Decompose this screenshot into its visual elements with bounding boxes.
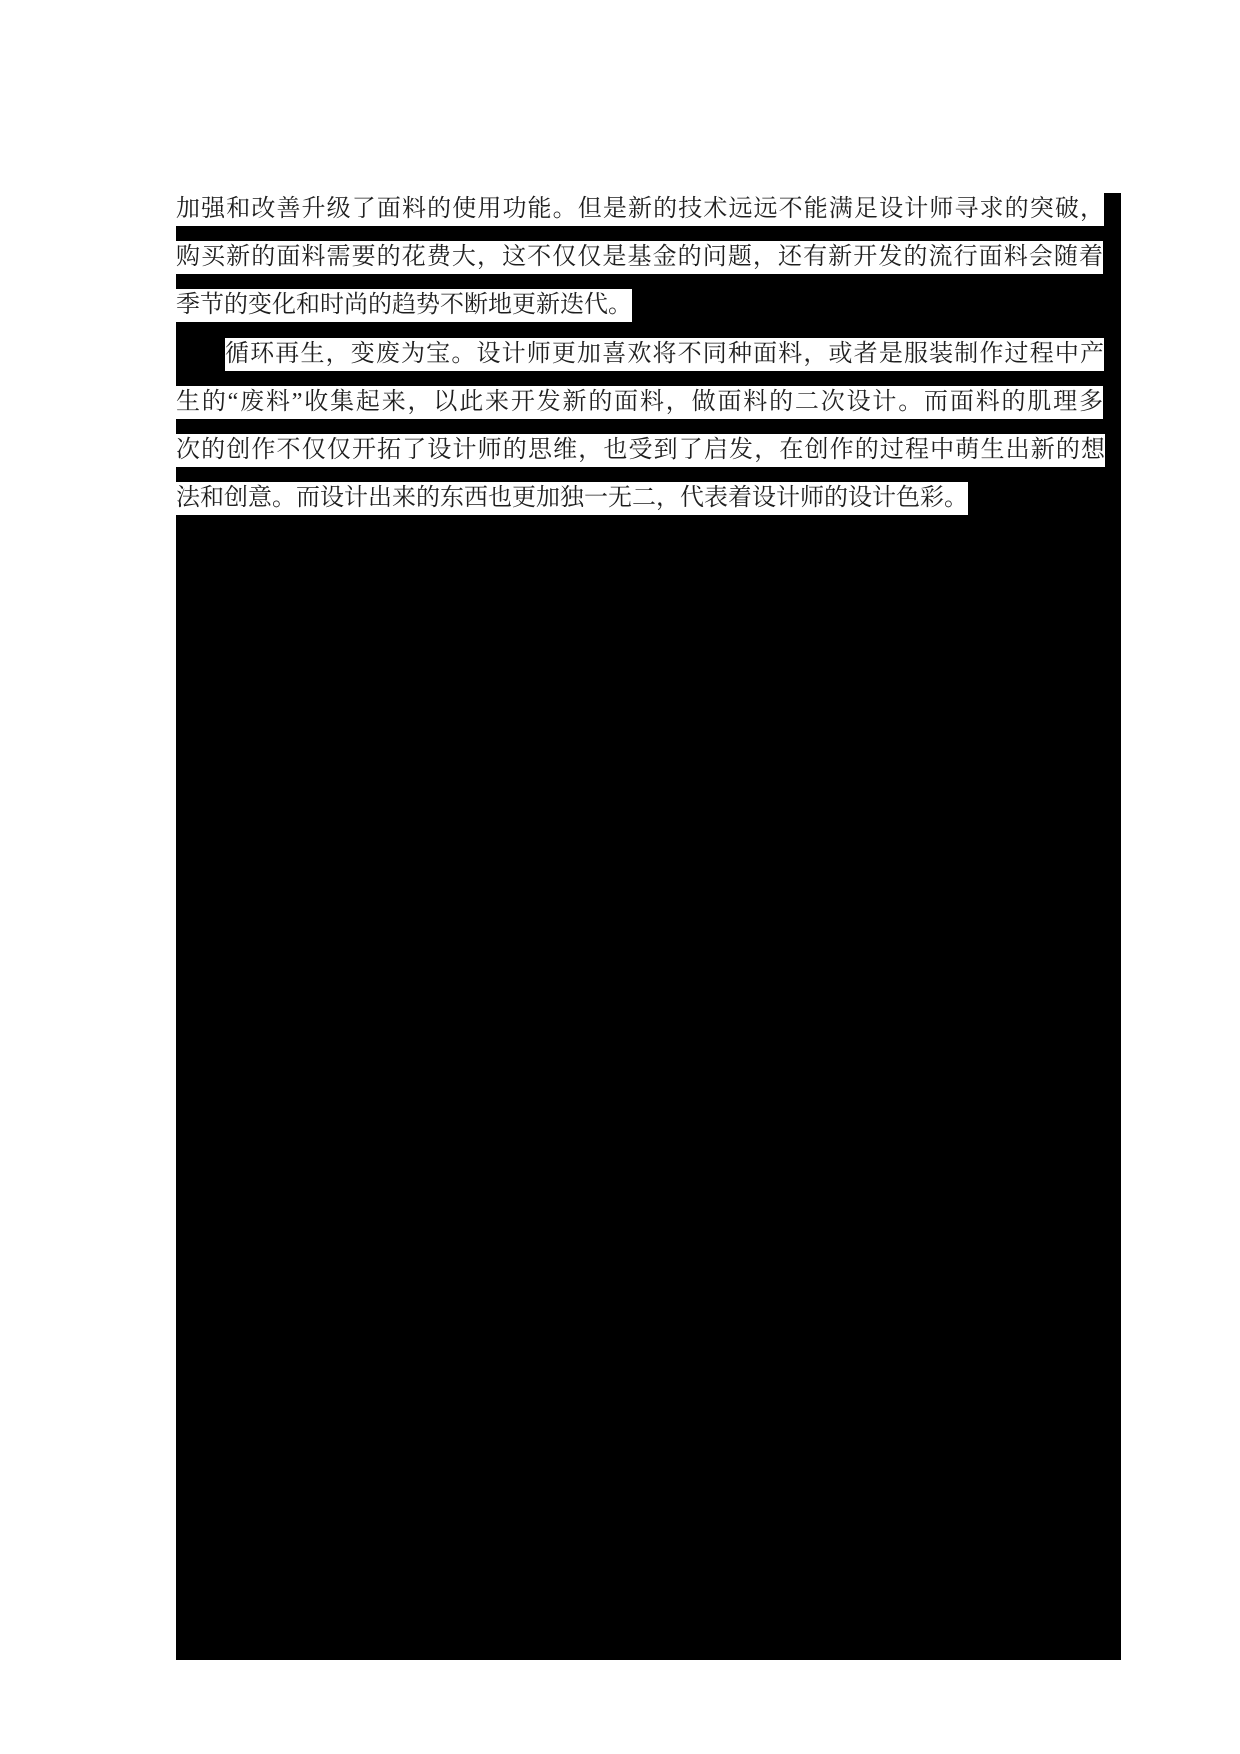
text-line: 季节的变化和时尚的趋势不断地更新迭代。 [176, 289, 632, 322]
text-line: 加强和改善升级了面料的使用功能。但是新的技术远远不能满足设计师寻求的突破， [176, 193, 1104, 226]
text-line: 购买新的面料需要的花费大，这不仅仅是基金的问题，还有新开发的流行面料会随着 [176, 241, 1103, 274]
text-line: 法和创意。而设计出来的东西也更加独一无二，代表着设计师的设计色彩。 [176, 482, 968, 515]
black-highlight-block [176, 193, 1121, 1660]
text-line: 生的“废料”收集起来，以此来开发新的面料，做面料的二次设计。而面料的肌理多 [176, 386, 1103, 419]
text-line: 次的创作不仅仅开拓了设计师的思维，也受到了启发，在创作的过程中萌生出新的想 [176, 434, 1105, 467]
text-line-indented: 循环再生，变废为宝。设计师更加喜欢将不同种面料，或者是服装制作过程中产 [225, 338, 1104, 371]
